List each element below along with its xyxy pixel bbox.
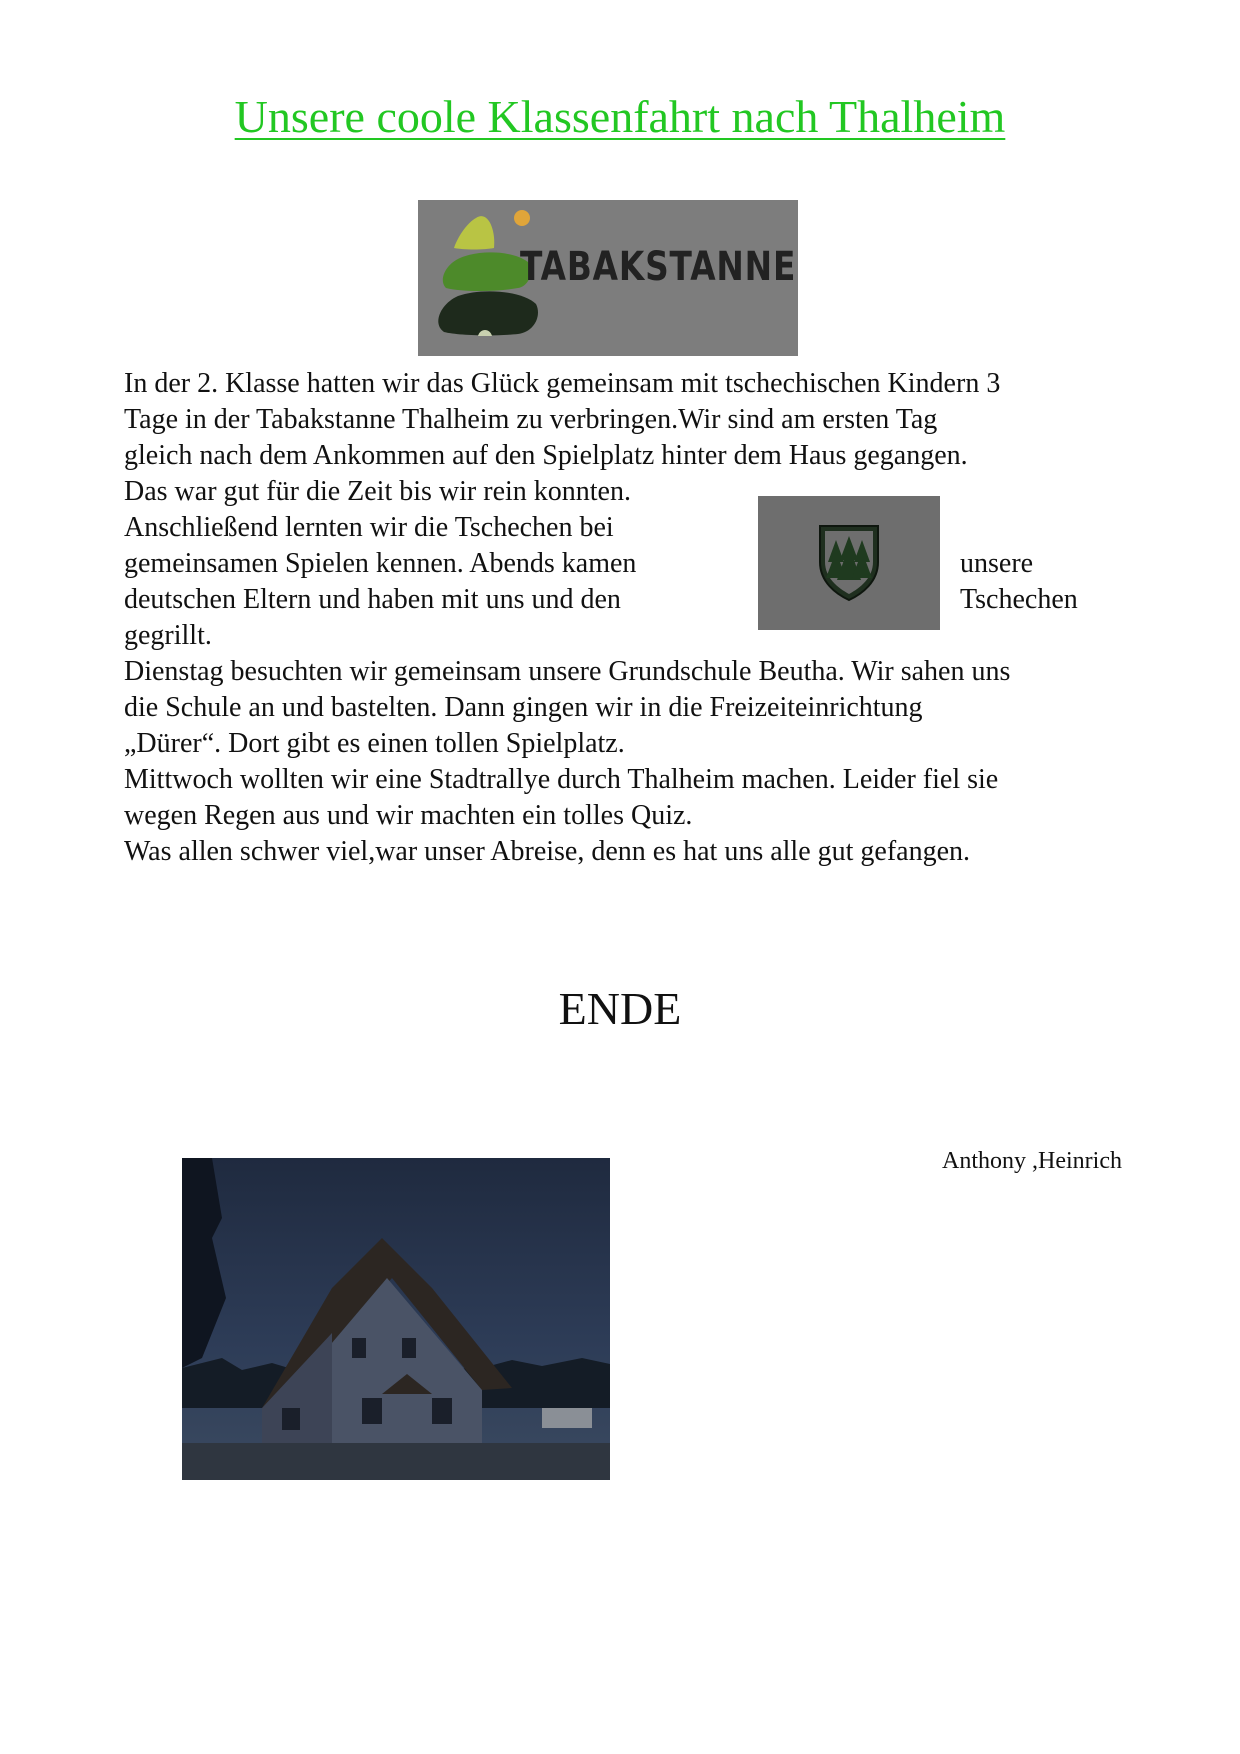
paragraph-line: die Schule an und bastelten. Dann gingen wir in die Freizeiteinrichtung [124,692,923,723]
paragraph-line: gleich nach dem Ankommen auf den Spielplatz hinter dem Haus gegangen. [124,440,968,471]
paragraph-line: Dienstag besuchten wir gemeinsam unsere Grundschule Beutha. Wir sahen uns [124,656,1011,687]
end-heading: ENDE [558,983,682,1034]
paragraph-line: Was allen schwer viel,war unser Abreise, denn es hat uns alle gut gefangen. [124,836,971,867]
paragraph-line: wegen Regen aus und wir machten ein tolles Quiz. [124,800,693,831]
paragraph-line: „Dürer“. Dort gibt es einen tollen Spielplatz. [124,728,625,759]
coat-of-arms-icon [814,522,884,602]
paragraph-line: Mittwoch wollten wir eine Stadtrallye durch Thalheim machen. Leider fiel sie [124,764,999,795]
house-photo-image [182,1158,610,1480]
paragraph-line: Anschließend lernten wir die Tschechen bei [124,512,614,543]
side-word: Tschechen [960,584,1078,615]
logo-text: TABAKSTANNE [520,244,797,290]
paragraph-line: deutschen Eltern und haben mit uns und den [124,584,621,615]
page-title: Unsere coole Klassenfahrt nach Thalheim [234,91,1006,142]
tabakstanne-logo [418,200,798,356]
paragraph-line: gegrillt. [124,620,212,651]
paragraph-line: gemeinsamen Spielen kennen. Abends kamen [124,548,637,579]
side-word: unsere [960,548,1034,579]
house-photo [182,1158,610,1480]
paragraph-line: Das war gut für die Zeit bis wir rein konnten. [124,476,631,507]
paragraph-line: Tage in der Tabakstanne Thalheim zu verbringen.Wir sind am ersten Tag [124,404,938,435]
crest-image [758,496,940,630]
paragraph-line: In der 2. Klasse hatten wir das Glück gemeinsam mit tschechischen Kindern 3 [124,368,1001,399]
author-name: Anthony ,Heinrich [942,1148,1122,1174]
